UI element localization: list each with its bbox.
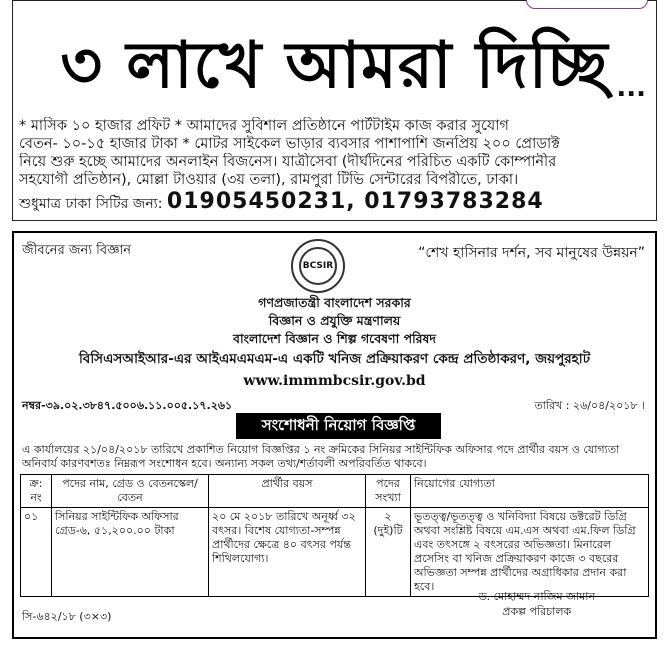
notice-intro: এ কার্যালয়ের ২১/০৪/২০১৮ তারিখে প্রকাশিত নিয়োগ বিজ্ঞপ্তির ১ নং ক্রমিকের সিনিয়র সাইন্টিফিক অফিসার পদে প্রার্থীর বয়স ও যোগ্যতা অনিবার্য কারণবশতঃ নিম্নরূপ সংশোধন হবে। অন্যান্য সকল তথ্য/শর্তাবলী অপরিবর্তিত থাকবে। (22, 443, 620, 470)
cell-age: ২০ মে ২০১৮ তারিখে অনূর্ধ্ব ৩২ বৎসর। বিশেষ যোগ্যতা-সম্পন্ন প্রার্থীদের ক্ষেত্রে ৪০ বৎসর পর্যন্ত শিথিলযোগ্য। (209, 508, 366, 597)
cell-qualification: ভূতত্ত্ব/ভূতত্ত্ব ও খনিবিদ্যা বিষয়ে ডক্টরেট ডিগ্রি অথবা সংশ্লিষ্ট বিষয়ে এম.এস অথবা এম.ফিল ডিগ্রি এবং তৎসঙ্গে ২ বৎসরের অভিজ্ঞতা। মিনারেল প্রসেসিং বা খনিজ প্রক্রিয়াকরণ কাজে ৩ বছরের অভিজ্ঞতা সম্পন্ন প্রার্থীদের অগ্রাধিকার প্রদান করা হবে। (411, 508, 649, 597)
government-seal-icon (291, 239, 345, 293)
table-header-row (21, 475, 649, 508)
website-link[interactable]: www.immmbcsir.gov.bd (243, 373, 426, 389)
headline-dots: ... (616, 73, 646, 103)
vacancy-table (20, 474, 649, 597)
signature-block (478, 589, 595, 619)
header-sl: ক্র: নং (21, 475, 52, 508)
reference-number: নম্বর-৩৯.০২.৩৮৪৭.৫০০৬.১১.০০৫.১৭.২৬১ (22, 399, 233, 412)
phone-numbers: 01905450231, 01793783284 (166, 189, 544, 214)
signer-title: প্রকল্প পরিচালক (502, 605, 572, 618)
notice-title: সংশোধনী নিয়োগ বিজ্ঞপ্তি (236, 413, 441, 439)
header-post: পদের নাম, গ্রেড ও বেতনস্কেল/ বেতন (52, 475, 209, 508)
cell-sl: ০১ (21, 508, 52, 597)
left-slogan: জীবনের জন্য বিজ্ঞান (22, 243, 132, 258)
notice-date: তারিখ : ২৬/০৪/২০১৮ । (534, 399, 645, 412)
table-row (21, 508, 649, 597)
phone-prefix: শুধুমাত্র ঢাকা সিটির জন্য: (19, 196, 163, 212)
cell-count: ২ (দুই)টি (366, 508, 411, 597)
project-line: বিসিএসআইআর-এর আইএমএমএম-এ একটি খনিজ প্রক্রিয়াকরণ কেন্দ্র প্রতিষ্ঠাকরণ, জয়পুরহাট (78, 351, 591, 367)
seal-inner: BCSIR (299, 247, 337, 285)
org-line: গণপ্রজাতন্ত্রী বাংলাদেশ সরকার (258, 295, 411, 310)
ad-line: নিয়ে শুরু হচ্ছে আমাদের অনলাইন বিজনেস। যাত্রীসেবা (দীর্ঘদিনের পরিচিত একটি কোম্পানীর (19, 154, 557, 170)
ad-line: সহযোগী প্রতিষ্ঠান), মোল্লা টাওয়ার (৩য় তলা), রামপুরা টিভি সেন্টারের বিপরীতে, ঢাকা। (19, 172, 519, 188)
org-line: বিজ্ঞান ও প্রযুক্তি মন্ত্রণালয় (268, 313, 401, 328)
decorative-pill (526, 0, 648, 9)
ad-body (19, 117, 650, 189)
headline-banner (19, 19, 650, 113)
ad-code: সি-৬৪২/১৮ (৩×৩) (22, 610, 112, 623)
cell-post: সিনিয়র সাইন্টিফিক অফিসার গ্রেড-৬, ৫১,২০০.০০ টাকা (52, 508, 209, 597)
header-count: পদের সংখ্যা (366, 475, 411, 508)
right-slogan: “শেখ হাসিনার দর্শন, সব মানুষের উন্নয়ন” (418, 245, 645, 261)
recruitment-notice (12, 231, 657, 639)
ad-line: * মাসিক ১০ হাজার প্রফিট * আমাদের সুবিশাল প্রতিষ্ঠানে পার্টটাইম কাজ করার সুযোগ (19, 118, 509, 134)
headline: ৩ লাখে আমরা দিচ্ছি (60, 29, 609, 103)
ad-line: বেতন- ১০-১৫ হাজার টাকা * মোটর সাইকেল ভাড়ার ব্যবসার পাশাপাশি জনপ্রিয় ২০০ প্রোডাক্ট (19, 136, 560, 152)
signer-name: ড. মোহাম্মদ নাজিম জামান (478, 590, 595, 603)
job-ad-box (12, 0, 657, 221)
phone-line (19, 189, 650, 216)
org-line: বাংলাদেশ বিজ্ঞান ও শিল্প গবেষণা পরিষদ (233, 331, 436, 346)
header-age: প্রার্থীর বয়স (209, 475, 366, 508)
header-qualification: নিয়োগের যোগ্যতা (411, 475, 649, 508)
